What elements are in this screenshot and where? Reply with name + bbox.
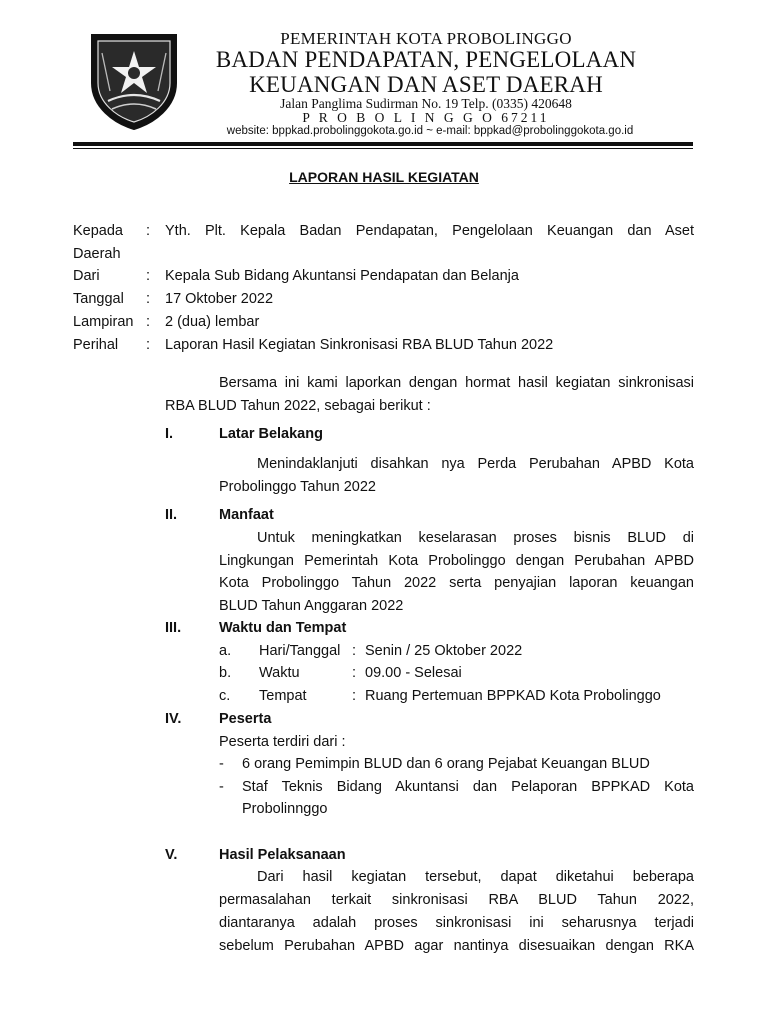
schedule-item-value: Senin / 25 Oktober 2022 bbox=[365, 643, 523, 659]
section-1-number: I. bbox=[165, 426, 174, 442]
section-2-text-line2: Lingkungan Pemerintah Kota Probolinggo dengan Perubahan APBD bbox=[219, 553, 694, 569]
schedule-item-colon: : bbox=[352, 688, 357, 704]
letterhead-address: Jalan Panglima Sudirman No. 19 Telp. (0335) 420648 bbox=[280, 96, 572, 111]
participant-bullet: - bbox=[219, 756, 224, 772]
field-colon: : bbox=[146, 337, 151, 353]
section-5-number: V. bbox=[165, 847, 178, 863]
section-5-heading: Hasil Pelaksanaan bbox=[219, 847, 346, 863]
field-value-dari: Kepala Sub Bidang Akuntansi Pendapatan dan Belanja bbox=[165, 268, 519, 284]
field-label-lampiran: Lampiran bbox=[73, 314, 134, 330]
section-2-text-line1: Untuk meningkatkan keselarasan proses bisnis BLUD di bbox=[257, 530, 694, 546]
section-1-text-line2: Probolinggo Tahun 2022 bbox=[219, 479, 376, 495]
section-4-intro: Peserta terdiri dari : bbox=[219, 734, 346, 750]
participant-item-2-line2: Probolinnggo bbox=[242, 801, 328, 817]
schedule-item-label: Hari/Tanggal bbox=[259, 643, 341, 659]
schedule-item-label: Waktu bbox=[259, 665, 300, 681]
schedule-item-label: Tempat bbox=[259, 688, 307, 704]
letterhead-government: PEMERINTAH KOTA PROBOLINGGO bbox=[280, 29, 572, 48]
section-4-number: IV. bbox=[165, 711, 182, 727]
participant-bullet: - bbox=[219, 779, 224, 795]
letterhead-website-email: website: bppkad.probolinggokota.go.id ~ e-mail: bppkad@probolinggokota.go.id bbox=[226, 125, 634, 137]
field-label-tanggal: Tanggal bbox=[73, 291, 124, 307]
field-colon: : bbox=[146, 223, 151, 239]
schedule-item-letter: b. bbox=[219, 665, 232, 681]
section-1-heading: Latar Belakang bbox=[219, 426, 323, 442]
field-value-kepada: Yth. Plt. Kepala Badan Pendapatan, Pengelolaan Keuangan dan Aset bbox=[165, 223, 694, 239]
letterhead-agency-line2: KEUANGAN DAN ASET DAERAH bbox=[249, 72, 603, 97]
intro-paragraph-line2: RBA BLUD Tahun 2022, sebagai berikut : bbox=[165, 398, 431, 414]
field-label-kepada: Kepada bbox=[73, 223, 123, 239]
schedule-item-letter: c. bbox=[219, 688, 231, 704]
field-colon: : bbox=[146, 291, 151, 307]
section-2-text-line4: BLUD Tahun Anggaran 2022 bbox=[219, 598, 404, 614]
letterhead-divider-thin bbox=[73, 148, 693, 149]
document-title: LAPORAN HASIL KEGIATAN bbox=[289, 169, 479, 185]
participant-item-2-line1: Staf Teknis Bidang Akuntansi dan Pelaporan BPPKAD Kota bbox=[242, 779, 694, 795]
schedule-item-colon: : bbox=[352, 643, 357, 659]
intro-paragraph-line1: Bersama ini kami laporkan dengan hormat hasil kegiatan sinkronisasi bbox=[219, 375, 694, 391]
field-colon: : bbox=[146, 314, 151, 330]
field-label-kepada-cont: Daerah bbox=[73, 246, 121, 262]
field-colon: : bbox=[146, 268, 151, 284]
field-label-dari: Dari bbox=[73, 268, 100, 284]
letterhead-agency-line1: BADAN PENDAPATAN, PENGELOLAAN bbox=[215, 47, 637, 72]
section-1-text-line1: Menindaklanjuti disahkan nya Perda Perubahan APBD Kota bbox=[257, 456, 694, 472]
participant-item-1: 6 orang Pemimpin BLUD dan 6 orang Pejabat Keuangan BLUD bbox=[242, 756, 650, 772]
section-2-text-line3: Kota Probolinggo Tahun 2022 serta penyajian laporan keuangan bbox=[219, 575, 694, 591]
schedule-item-colon: : bbox=[352, 665, 357, 681]
section-3-number: III. bbox=[165, 620, 182, 636]
section-4-heading: Peserta bbox=[219, 711, 272, 727]
field-value-perihal: Laporan Hasil Kegiatan Sinkronisasi RBA BLUD Tahun 2022 bbox=[165, 337, 554, 353]
letterhead-divider-thick bbox=[73, 142, 693, 146]
section-5-text-line2: permasalahan terkait sinkronisasi RBA BLUD Tahun 2022, bbox=[219, 892, 694, 908]
section-5-text-line3: diantaranya adalah proses sinkronisasi ini seharusnya terjadi bbox=[219, 915, 694, 931]
field-label-perihal: Perihal bbox=[73, 337, 119, 353]
section-5-text-line1: Dari hasil kegiatan tersebut, dapat diketahui beberapa bbox=[257, 869, 694, 885]
field-value-lampiran: 2 (dua) lembar bbox=[165, 314, 260, 330]
letterhead-city: P R O B O L I N G G O 67211 bbox=[302, 110, 550, 125]
schedule-item-value: 09.00 - Selesai bbox=[365, 665, 462, 681]
city-emblem-logo bbox=[88, 31, 180, 131]
section-3-heading: Waktu dan Tempat bbox=[219, 620, 347, 636]
schedule-item-letter: a. bbox=[219, 643, 232, 659]
section-2-number: II. bbox=[165, 507, 178, 523]
section-5-text-line4: sebelum Perubahan APBD agar nantinya disesuaikan dengan RKA bbox=[219, 938, 694, 954]
field-value-tanggal: 17 Oktober 2022 bbox=[165, 291, 274, 307]
section-2-heading: Manfaat bbox=[219, 507, 274, 523]
schedule-item-value: Ruang Pertemuan BPPKAD Kota Probolinggo bbox=[365, 688, 661, 704]
